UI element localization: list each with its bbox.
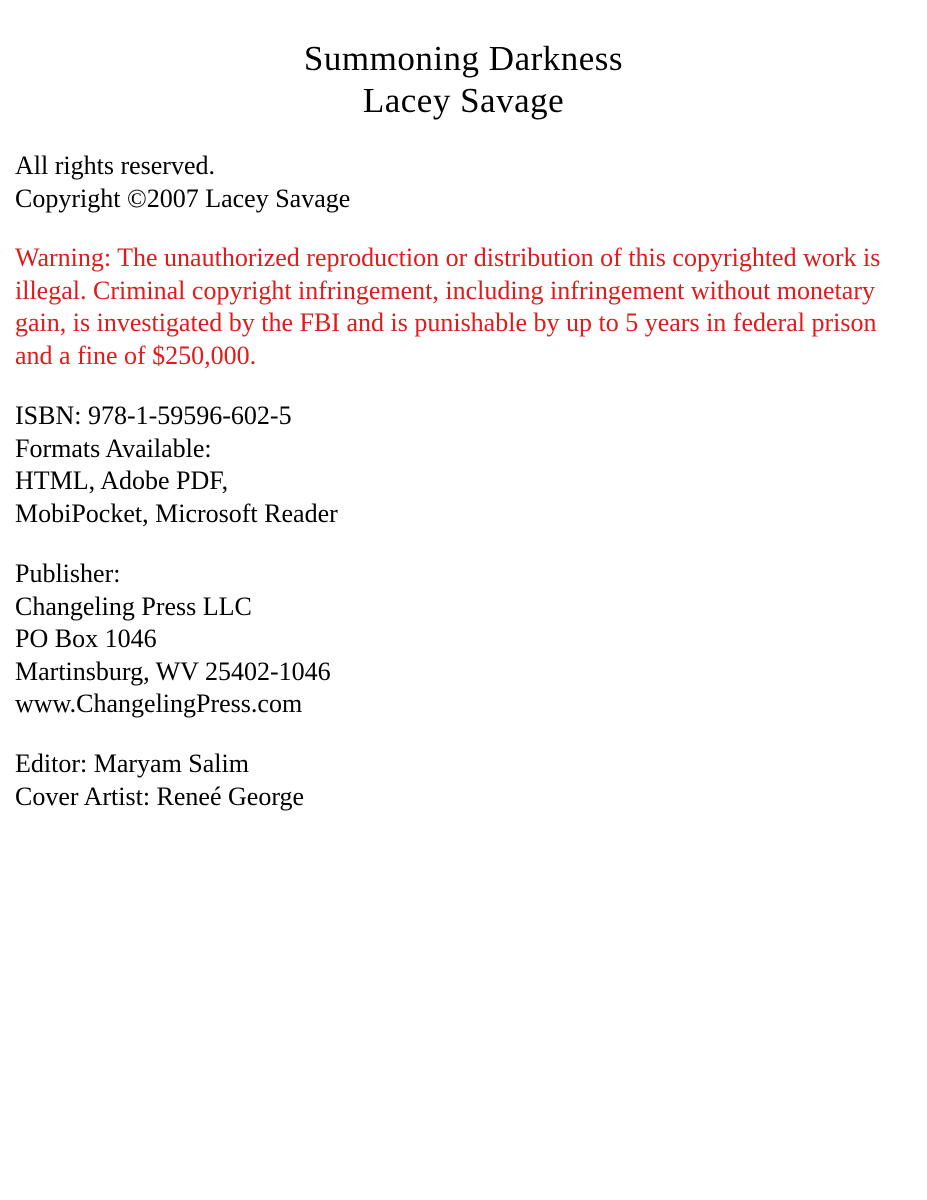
formats-line-2: MobiPocket, Microsoft Reader [15,498,338,528]
rights-section [15,150,915,215]
author-name: Lacey Savage [362,81,565,120]
publisher-label: Publisher: [15,559,121,588]
rights-reserved: All rights reserved. [15,151,216,180]
title-block [0,38,927,122]
book-title: Summoning Darkness [303,39,624,78]
publisher-po-box: PO Box 1046 [15,624,157,653]
cover-artist: Cover Artist: Reneé George [15,781,305,811]
publisher-section [15,558,915,721]
publisher-city: Martinsburg, WV 25402-1046 [15,656,331,686]
isbn: ISBN: 978-1-59596-602-5 [15,401,292,430]
publisher-name: Changeling Press LLC [15,591,252,621]
copyright-line: Copyright ©2007 Lacey Savage [15,183,351,213]
formats-section [15,400,915,530]
formats-label: Formats Available: [15,433,212,463]
editor: Editor: Maryam Salim [15,749,249,778]
credits-section [15,748,915,813]
warning-section [15,242,915,372]
warning-text: Warning: The unauthorized reproduction or distribution of this copyrighted work is illegal. Criminal copyright infringement, including infringement without monetary gain, is investigated by the FBI and is punishable by up to 5 years in federal prison and a fine of $250,000. [15,243,881,370]
publisher-website: www.ChangelingPress.com [15,689,303,718]
formats-line-1: HTML, Adobe PDF, [15,466,229,495]
